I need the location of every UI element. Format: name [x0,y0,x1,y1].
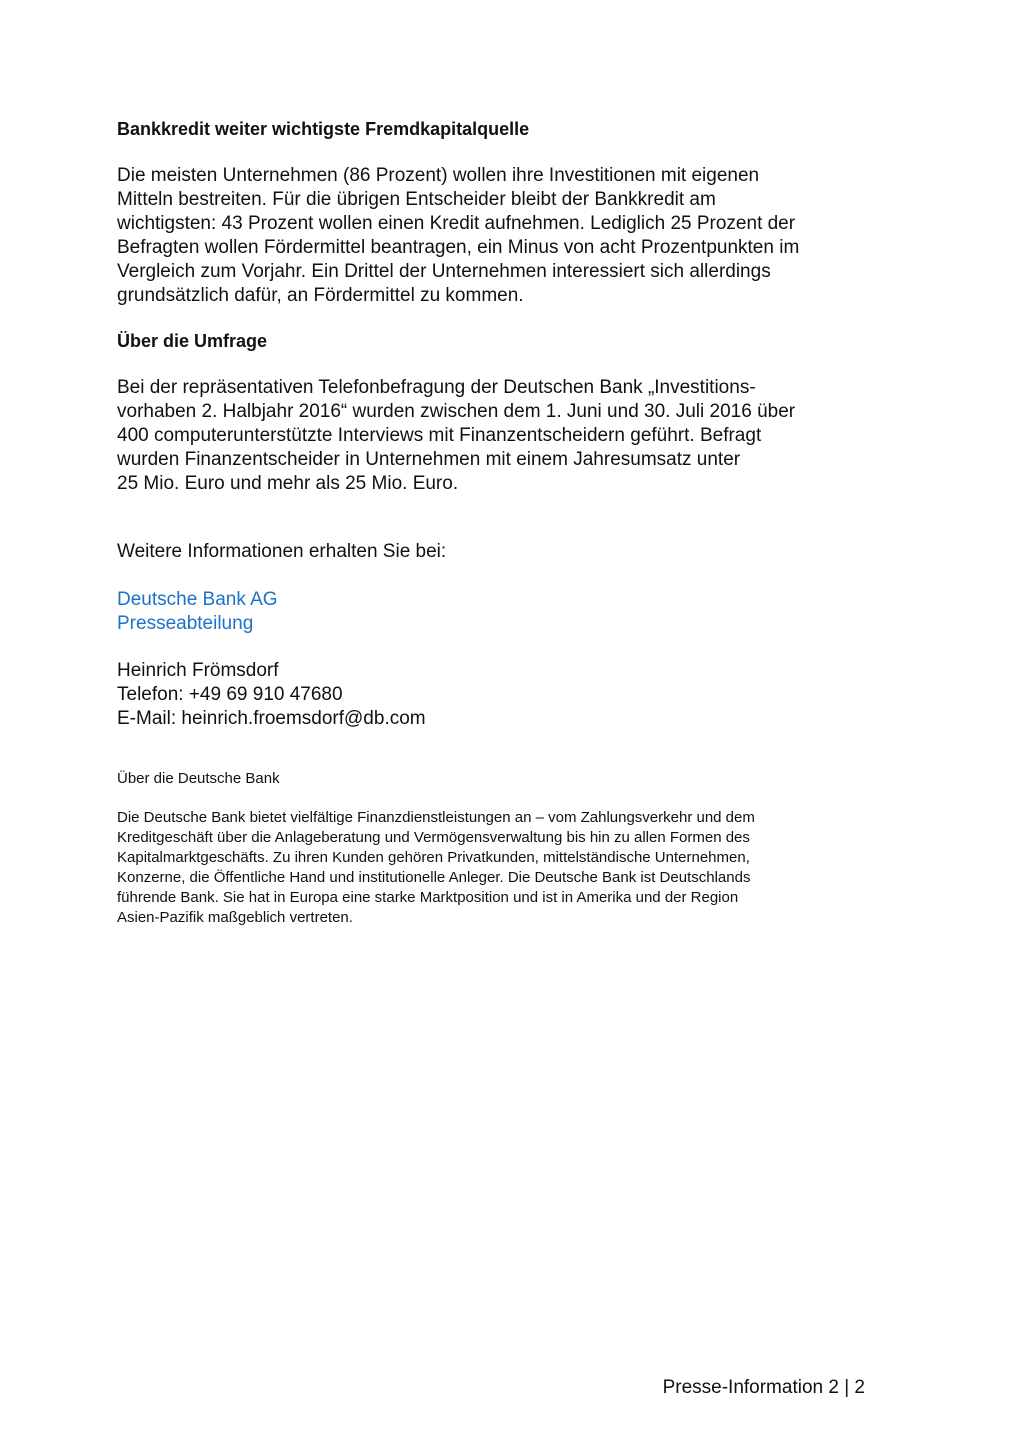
about-section [117,769,877,789]
paragraph-line: 400 computerunterstützte Interviews mit Finanzentscheidern geführt. Befragt [117,425,762,446]
about-heading: Über die Deutsche Bank [117,770,280,787]
contact-intro-text: Weitere Informationen erhalten Sie bei: [117,541,447,562]
about-line: Konzerne, die Öffentliche Hand und institutionelle Anleger. Die Deutsche Bank ist Deutschlands [117,869,751,886]
paragraph-line: Mitteln bestreiten. Für die übrigen Entscheider bleibt der Bankkredit am [117,189,716,210]
contact-email[interactable]: E-Mail: heinrich.froemsdorf@db.com [117,708,426,729]
contact-phone: Telefon: +49 69 910 47680 [117,684,343,705]
paragraph-line: wurden Finanzentscheider in Unternehmen mit einem Jahresumsatz unter [117,449,741,470]
about-line: führende Bank. Sie hat in Europa eine starke Marktposition und ist in Amerika und der Region [117,889,739,906]
about-body [117,808,877,928]
page-footer: Presse-Information 2 | 2 [662,1377,865,1398]
section-heading: Bankkredit weiter wichtigste Fremdkapitalquelle [117,119,530,139]
contact-name: Heinrich Frömsdorf [117,660,279,681]
paragraph-line: 25 Mio. Euro und mehr als 25 Mio. Euro. [117,473,459,494]
contact-intro [117,540,877,564]
paragraph-line: vorhaben 2. Halbjahr 2016“ wurden zwischen dem 1. Juni und 30. Juli 2016 über [117,401,796,422]
about-line: Kreditgeschäft über die Anlageberatung und Vermögensverwaltung bis hin zu allen Formen des [117,829,750,846]
section-survey-body [117,376,877,496]
section-heading: Über die Umfrage [117,331,268,351]
paragraph-line: wichtigsten: 43 Prozent wollen einen Kredit aufnehmen. Lediglich 25 Prozent der [117,213,796,234]
contact-organization [117,588,877,636]
section-survey [117,329,877,353]
section-funding [117,117,877,141]
paragraph-line: Die meisten Unternehmen (86 Prozent) wollen ihre Investitionen mit eigenen [117,165,760,186]
department-name: Presseabteilung [117,613,254,634]
about-line: Die Deutsche Bank bietet vielfältige Finanzdienstleistungen an – vom Zahlungsverkehr und dem [117,809,755,826]
section-funding-body [117,164,877,308]
contact-person [117,659,877,731]
paragraph-line: grundsätzlich dafür, an Fördermittel zu kommen. [117,285,524,306]
company-name: Deutsche Bank AG [117,589,278,610]
about-line: Kapitalmarktgeschäfts. Zu ihren Kunden gehören Privatkunden, mittelständische Unternehmen, [117,849,750,866]
paragraph-line: Befragten wollen Fördermittel beantragen, ein Minus von acht Prozentpunkten im [117,237,800,258]
about-line: Asien-Pazifik maßgeblich vertreten. [117,909,353,926]
paragraph-line: Vergleich zum Vorjahr. Ein Drittel der Unternehmen interessiert sich allerdings [117,261,771,282]
paragraph-line: Bei der repräsentativen Telefonbefragung der Deutschen Bank „Investitions- [117,377,756,398]
